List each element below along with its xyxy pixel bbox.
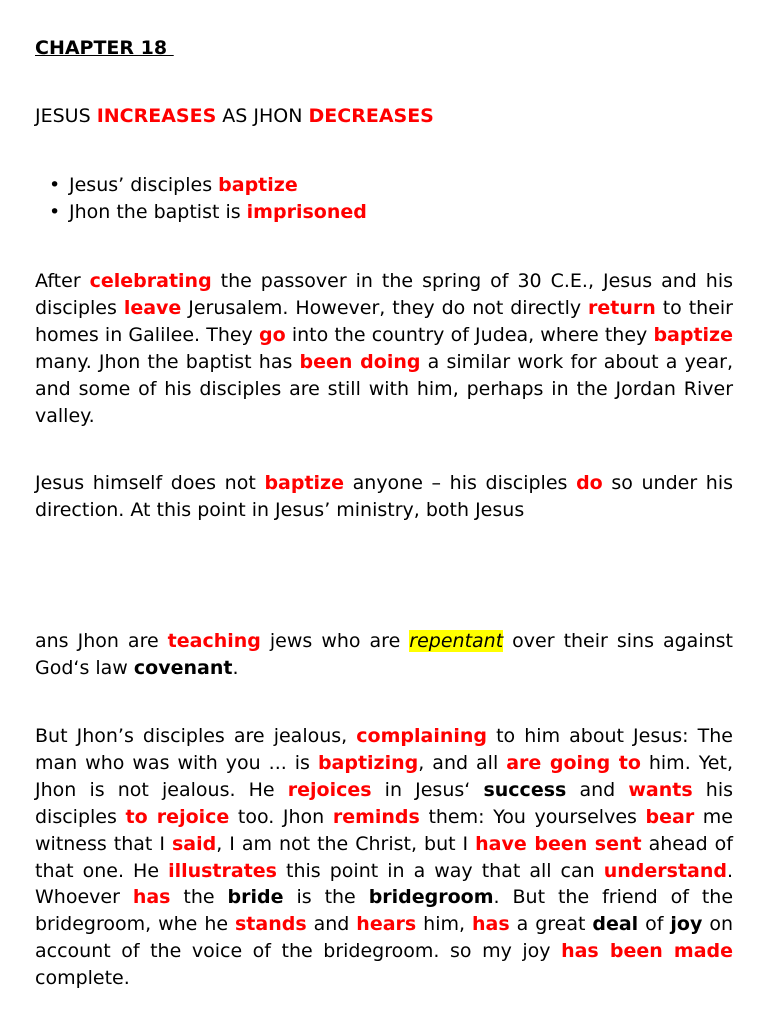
emphasis-verb: teaching <box>167 630 261 652</box>
bold-word: success <box>483 778 567 801</box>
text-run: too. Jhon <box>229 805 333 828</box>
emphasis-verb: go <box>258 323 286 346</box>
emphasis-verb: baptize <box>264 472 344 494</box>
text-run: . Whoever <box>35 859 734 909</box>
title-emphasis: INCREASES <box>96 105 217 127</box>
emphasis-verb: said <box>171 832 217 855</box>
text-run: anyone – his disciples <box>344 472 577 494</box>
text-run: But Jhon’s disciples are jealous, <box>35 725 357 747</box>
emphasis-verb: illustrates <box>168 859 277 882</box>
text-run: in Jesus‘ <box>371 778 484 801</box>
title-text: AS JHON <box>216 105 309 127</box>
bold-word: bride <box>227 886 284 909</box>
text-run: many. Jhon the baptist has <box>35 350 300 373</box>
paragraph-baptize <box>35 470 733 524</box>
paragraph-teaching <box>35 628 733 682</box>
text-run: and <box>306 913 357 936</box>
emphasis-verb: have been sent <box>475 832 642 855</box>
emphasis-verb: complaining <box>356 725 488 747</box>
emphasis-verb: stands <box>235 913 307 936</box>
paragraph-jealous-disciples <box>35 723 733 992</box>
text-run: After <box>35 270 90 292</box>
chapter-title <box>35 104 434 128</box>
text-run: and <box>566 778 629 801</box>
highlighted-word: repentant <box>409 630 504 652</box>
bold-word: bridegroom <box>368 886 494 909</box>
emphasis-verb: baptize <box>653 323 733 346</box>
bold-word: joy <box>670 913 703 936</box>
text-run: the passover in the spring of 30 C.E., Jesus and his disciples <box>35 270 734 319</box>
emphasis-verb: understand <box>603 859 727 882</box>
bold-word: deal <box>592 913 639 936</box>
emphasis-verb: bear <box>645 805 695 828</box>
text-run: Jesus himself does not <box>35 472 265 494</box>
list-item <box>35 172 367 199</box>
emphasis-verb: has <box>471 913 510 936</box>
emphasis-verb: has been made <box>561 940 733 963</box>
text-run: to him about Jesus: The man who was with you ... is <box>35 725 733 774</box>
emphasis-verb: return <box>588 296 656 319</box>
emphasis-verb: baptizing <box>317 751 419 774</box>
text-run: them: You yourselves <box>419 805 646 828</box>
bullet-emphasis: baptize <box>218 174 298 196</box>
text-run: a great <box>509 913 593 936</box>
text-run: on account of the voice of the bridegroom. so my joy <box>35 913 733 963</box>
emphasis-verb: do <box>576 472 603 494</box>
text-run: , and all <box>418 751 507 774</box>
text-run: his disciples <box>35 778 733 828</box>
text-run: ahead of that one. He <box>35 832 733 882</box>
text-run: . But the friend of the bridegroom, whe he <box>35 886 734 936</box>
emphasis-verb: leave <box>123 296 182 319</box>
text-run: this point in a way that all can <box>277 859 604 882</box>
bullet-text: Jhon the baptist is <box>69 201 247 223</box>
chapter-heading: CHAPTER 18 <box>35 37 174 59</box>
emphasis-verb: to rejoice <box>125 805 230 828</box>
text-run: to their homes in Galilee. They <box>35 296 733 346</box>
text-run: so under his direction. At this point in Jesus’ ministry, both Jesus <box>35 472 733 521</box>
emphasis-verb: wants <box>628 778 693 801</box>
text-run: ans Jhon are <box>35 630 168 652</box>
text-run: of <box>638 913 671 936</box>
text-run: a similar work for about a year, and some of his disciples are still with him, perhaps in the Jordan River valley. <box>35 350 733 427</box>
emphasis-verb: been doing <box>299 350 421 373</box>
emphasis-verb: celebrating <box>89 270 212 292</box>
emphasis-verb: hears <box>356 913 417 936</box>
text-run: complete. <box>35 967 130 990</box>
summary-bullet-list <box>35 172 367 226</box>
text-run: me witness that I <box>35 805 734 855</box>
emphasis-verb: has <box>132 886 171 909</box>
title-text: JESUS <box>35 105 97 127</box>
text-run: the <box>170 886 228 909</box>
list-item <box>35 199 367 226</box>
text-run: him, <box>416 913 472 936</box>
text-run: jews who are <box>260 630 410 652</box>
paragraph-passover <box>35 268 733 429</box>
emphasis-verb: are going to <box>506 751 641 774</box>
text-run: Jerusalem. However, they do not directly <box>181 296 589 319</box>
text-run: over their sins against God‘s law <box>35 630 733 679</box>
text-run: . <box>232 656 239 679</box>
bullet-text: Jesus’ disciples <box>69 174 219 196</box>
emphasis-verb: rejoices <box>287 778 372 801</box>
emphasis-verb: reminds <box>332 805 420 828</box>
text-run: is the <box>283 886 369 909</box>
text-run: into the country of Judea, where they <box>285 323 654 346</box>
text-run: him. Yet, Jhon is not jealous. He <box>35 751 733 801</box>
bullet-icon: • <box>49 201 61 223</box>
bold-word: covenant <box>133 656 233 679</box>
text-run: , I am not the Christ, but I <box>216 832 476 855</box>
title-emphasis: DECREASES <box>308 105 434 127</box>
bullet-emphasis: imprisoned <box>246 201 367 223</box>
bullet-icon: • <box>49 174 61 196</box>
